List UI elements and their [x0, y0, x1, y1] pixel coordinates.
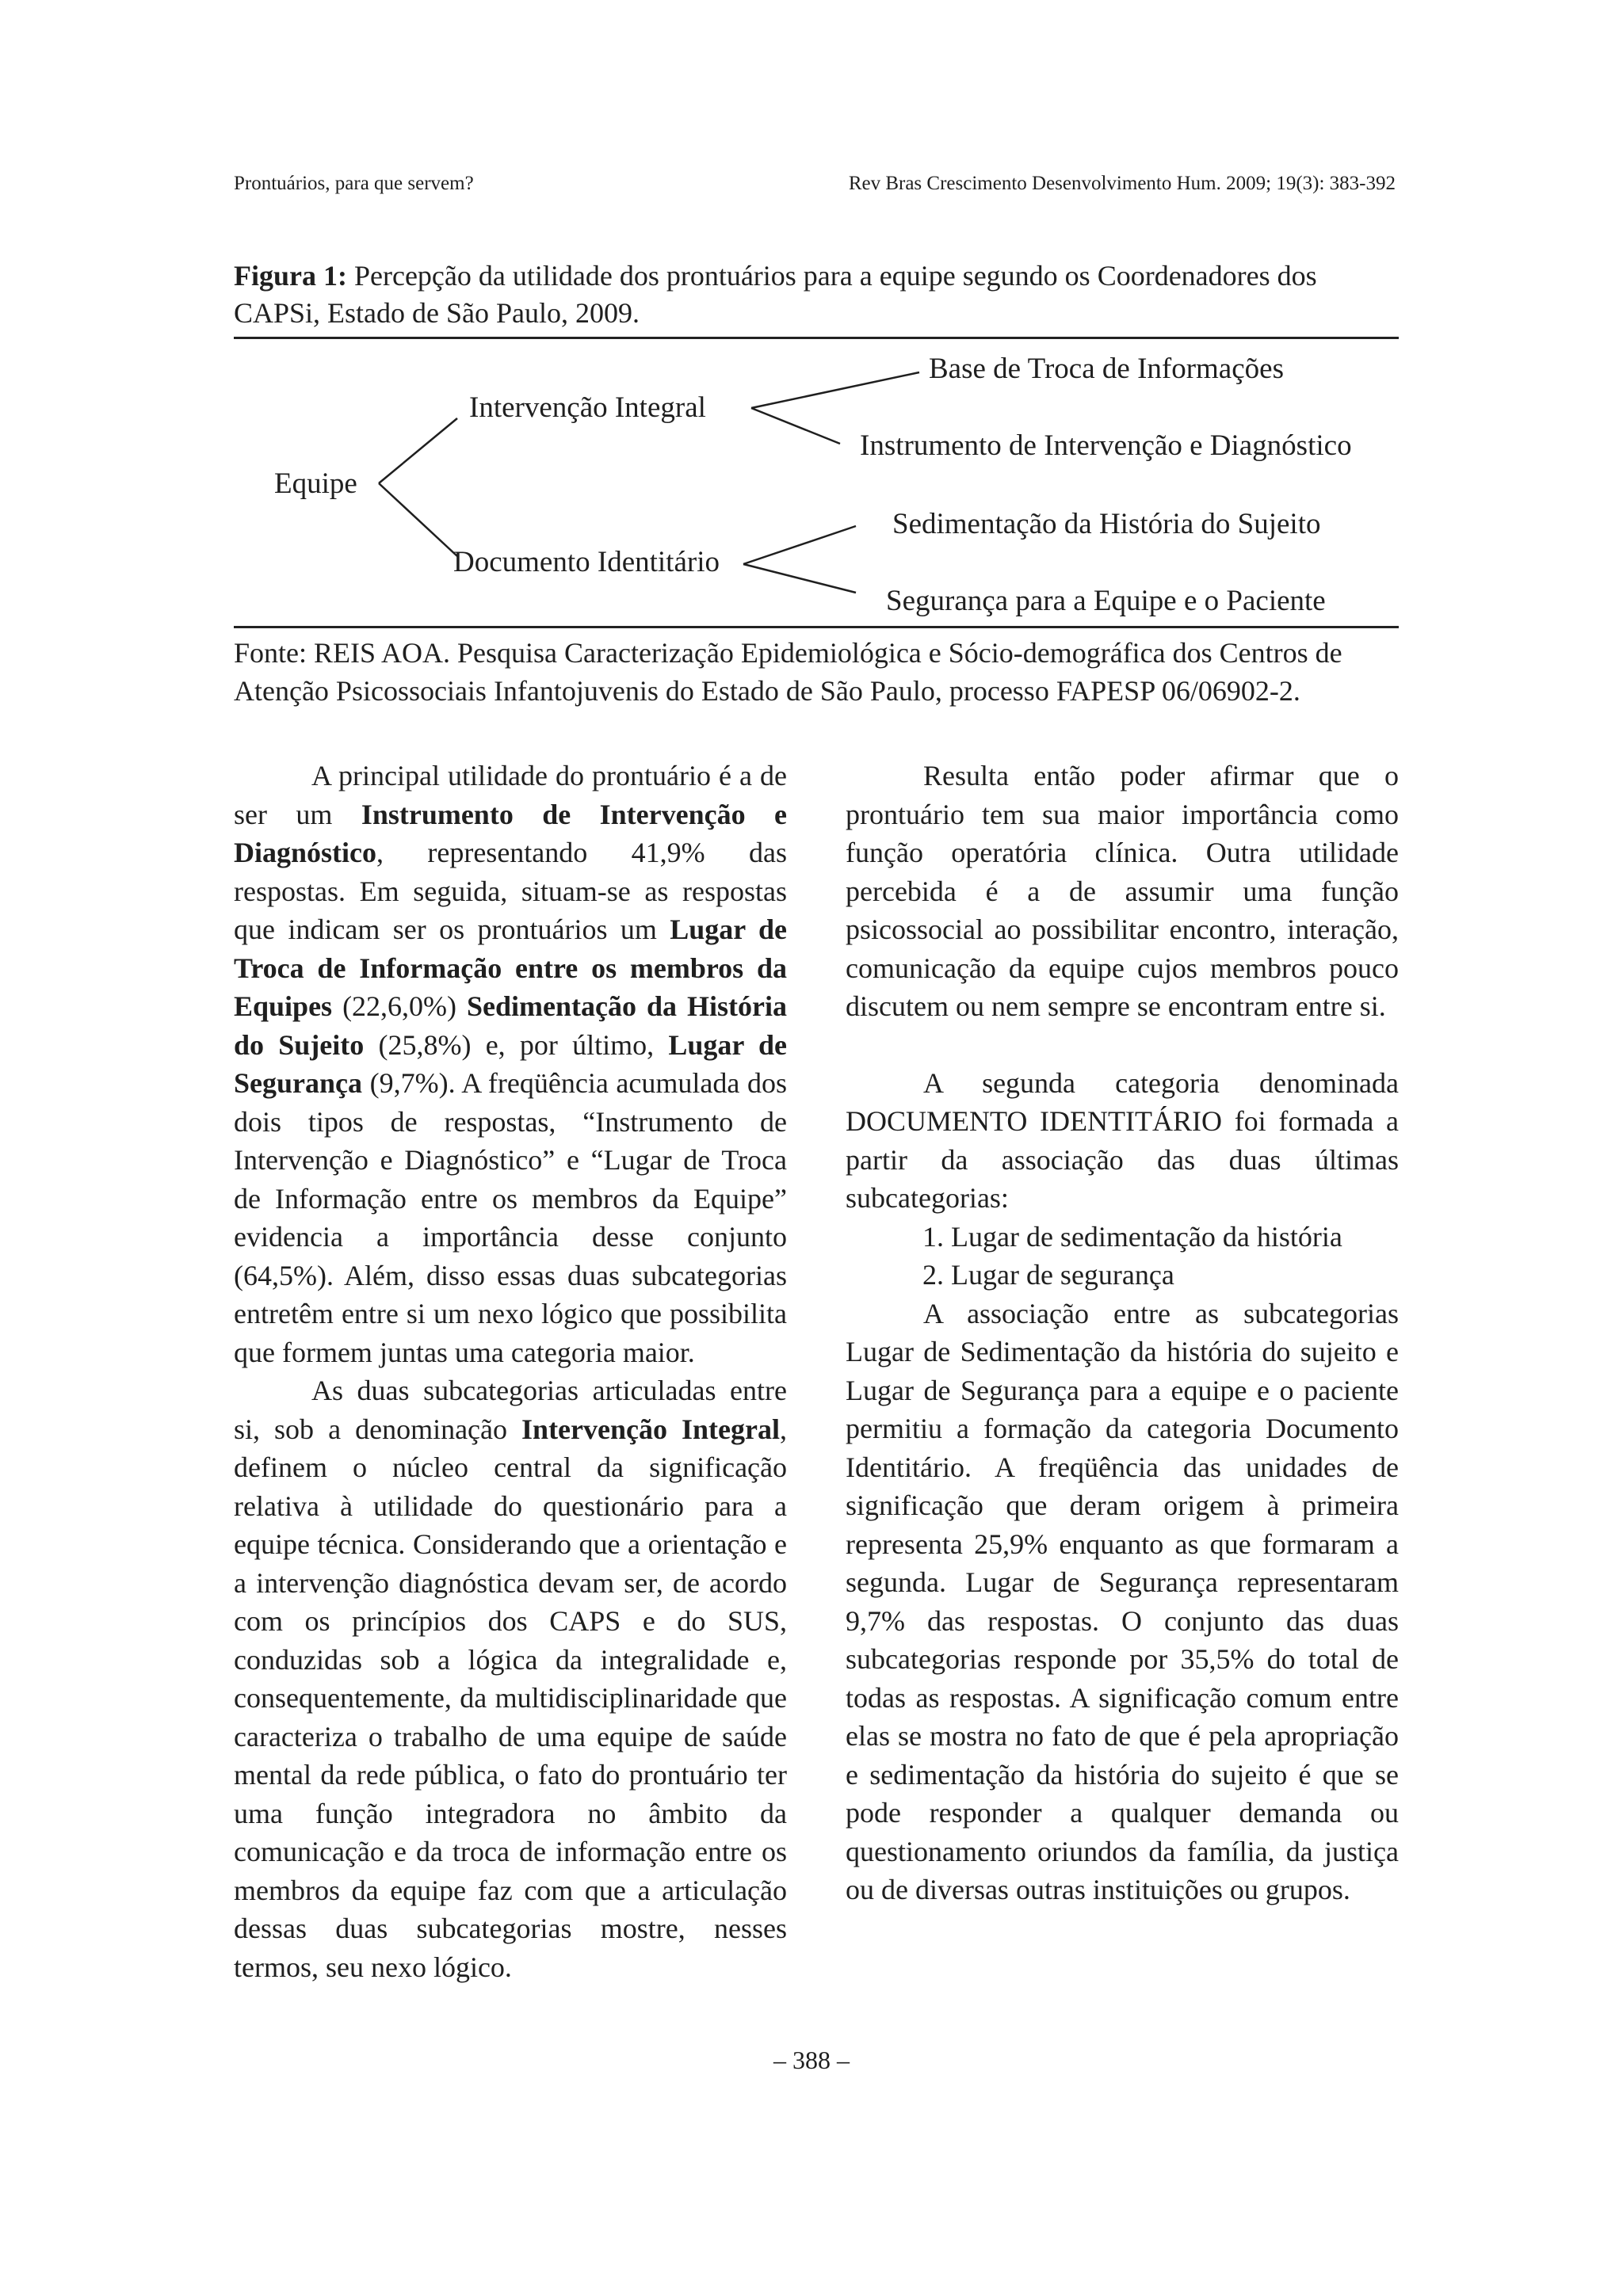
right-paragraph-2: A segunda categoria denominada DOCUMENTO IDENTITÁRIO foi formada a partir da associação das duas últimas subcategorias: — [846, 1066, 1399, 1214]
figure-label: Figura 1: — [234, 260, 347, 292]
text-run: , definem o núcleo central da significação relativa à utilidade do questionário para a equipe técnica. Considerando que a orientação e a intervenção diagnóstica devam ser, de acordo com os princípios dos CAPS e do SUS, conduzidas sob a lógica da integralidade e, consequentemente, da multidisciplinaridade que caracteriza o trabalho de uma equipe de saúde mental da rede pública, o fato do prontuário ter uma função integradora no âmbito da comunicação e da troca de informação entre os membros da equipe faz com que a articulação dessas duas subcategorias mostre, nesses termos, seu nexo lógico. — [234, 1413, 787, 1983]
diagram-leaf-instrumento: Instrumento de Intervenção e Diagnóstico — [860, 429, 1352, 462]
list-item: 1. Lugar de sedimentação da história — [922, 1220, 1342, 1253]
diagram-leaf-base-troca: Base de Troca de Informações — [929, 353, 1284, 385]
right-column — [846, 757, 1399, 1909]
connector-intervencao-to-instrumento — [751, 408, 840, 444]
connector-documento-to-seguranca — [743, 564, 856, 593]
bold-term-sedimentacao: Sedimentação da História do Sujeito — [234, 990, 787, 1061]
bold-term-seguranca: Lugar de Segurança — [234, 1028, 787, 1099]
bold-term-intervencao-integral: Intervenção Integral — [521, 1413, 780, 1445]
diagram-node-root: Equipe — [274, 467, 357, 500]
page-number: – 388 – — [773, 2046, 850, 2074]
figure-top-rule — [234, 337, 1399, 339]
text-run: (22,6,0%) — [332, 990, 468, 1022]
diagram-leaf-sedimentacao: Sedimentação da História do Sujeito — [892, 508, 1321, 540]
bold-term-troca-informacao: Lugar de Troca de Informação entre os membros da Equipes — [234, 913, 787, 1022]
list-item: 2. Lugar de segurança — [922, 1259, 1174, 1291]
right-paragraph-3: A associação entre as subcategorias Lugar de Sedimentação da história do sujeito e Lugar de Segurança para a equipe e o paciente permitiu a formação da categoria Documento Identitário. A freqüência das unidades de significação que deram origem à primeira representa 25,9% enquanto as que formaram a segunda. Lugar de Segurança representaram 9,7% das respostas. O conjunto das duas subcategorias responde por 35,5% do total de todas as respostas. A significação comum entre elas se mostra no fato de que é pela apropriação e sedimentação da história do sujeito é que se pode responder a qualquer demanda ou questionamento oriundos da família, da justiça ou de diversas outras instituições ou grupos. — [846, 1297, 1399, 1905]
right-paragraph-1: Resulta então poder afirmar que o prontuário tem sua maior importância como função operatória clínica. Outra utilidade percebida é a de assumir uma função psicossocial ao possibilitar encontro, interação, comunicação da equipe cujos membros pouco discutem ou nem sempre se encontram entre si. — [846, 760, 1399, 1022]
diagram-leaf-seguranca: Segurança para a Equipe e o Paciente — [886, 585, 1326, 617]
figure-caption-text: Percepção da utilidade dos prontuários para a equipe segundo os Coordenadores dos CAPSi, Estado de São Paulo, 2009. — [234, 260, 1317, 329]
text-run: , representando 41,9% das respostas. Em seguida, situam-se as respostas que indicam ser os prontuários um — [234, 837, 787, 945]
bold-term-instrumento: Instrumento de Intervenção e Diagnóstico — [234, 798, 787, 868]
connector-root-to-intervencao — [379, 418, 457, 483]
text-run: A principal utilidade do prontuário é a de ser um — [234, 760, 787, 830]
text-run: As duas subcategorias articuladas entre si, sob a denominação — [234, 1375, 787, 1445]
subcategory-list — [846, 1218, 1399, 1295]
running-head-title: Prontuários, para que servem? — [234, 173, 474, 194]
diagram-node-intervencao-integral: Intervenção Integral — [469, 391, 706, 424]
left-column — [234, 757, 787, 1986]
paragraph-gap — [846, 1026, 1399, 1064]
diagram-node-documento-identitario: Documento Identitário — [453, 546, 720, 578]
left-paragraph-2 — [234, 1371, 787, 1986]
text-run: (25,8%) e, por último, — [364, 1028, 669, 1061]
figure-source: Fonte: REIS AOA. Pesquisa Caracterização Epidemiológica e Sócio-demográfica dos Centros de Atenção Psicossociais Infantojuvenis do Estado de São Paulo, processo FAPESP 06/06902-2. — [234, 637, 1342, 707]
running-head-journal: Rev Bras Crescimento Desenvolvimento Hum. 2009; 19(3): 383-392 — [848, 173, 1396, 194]
connector-intervencao-to-base — [751, 372, 919, 408]
left-paragraph-1 — [234, 757, 787, 1371]
figure-bottom-rule — [234, 626, 1399, 628]
connector-documento-to-sedimentacao — [743, 526, 856, 564]
text-run: (9,7%). A freqüência acumulada dos dois tipos de respostas, “Instrumento de Intervenção e Diagnóstico” e “Lugar de Troca de Informação entre os membros da Equipe” evidencia a importância desse conjunto (64,5%). Além, disso essas duas subcategorias entretêm entre si um nexo lógico que possibilita que formem juntas uma categoria maior. — [234, 1067, 787, 1368]
figure-caption — [234, 257, 1399, 332]
connector-root-to-documento — [379, 483, 457, 556]
